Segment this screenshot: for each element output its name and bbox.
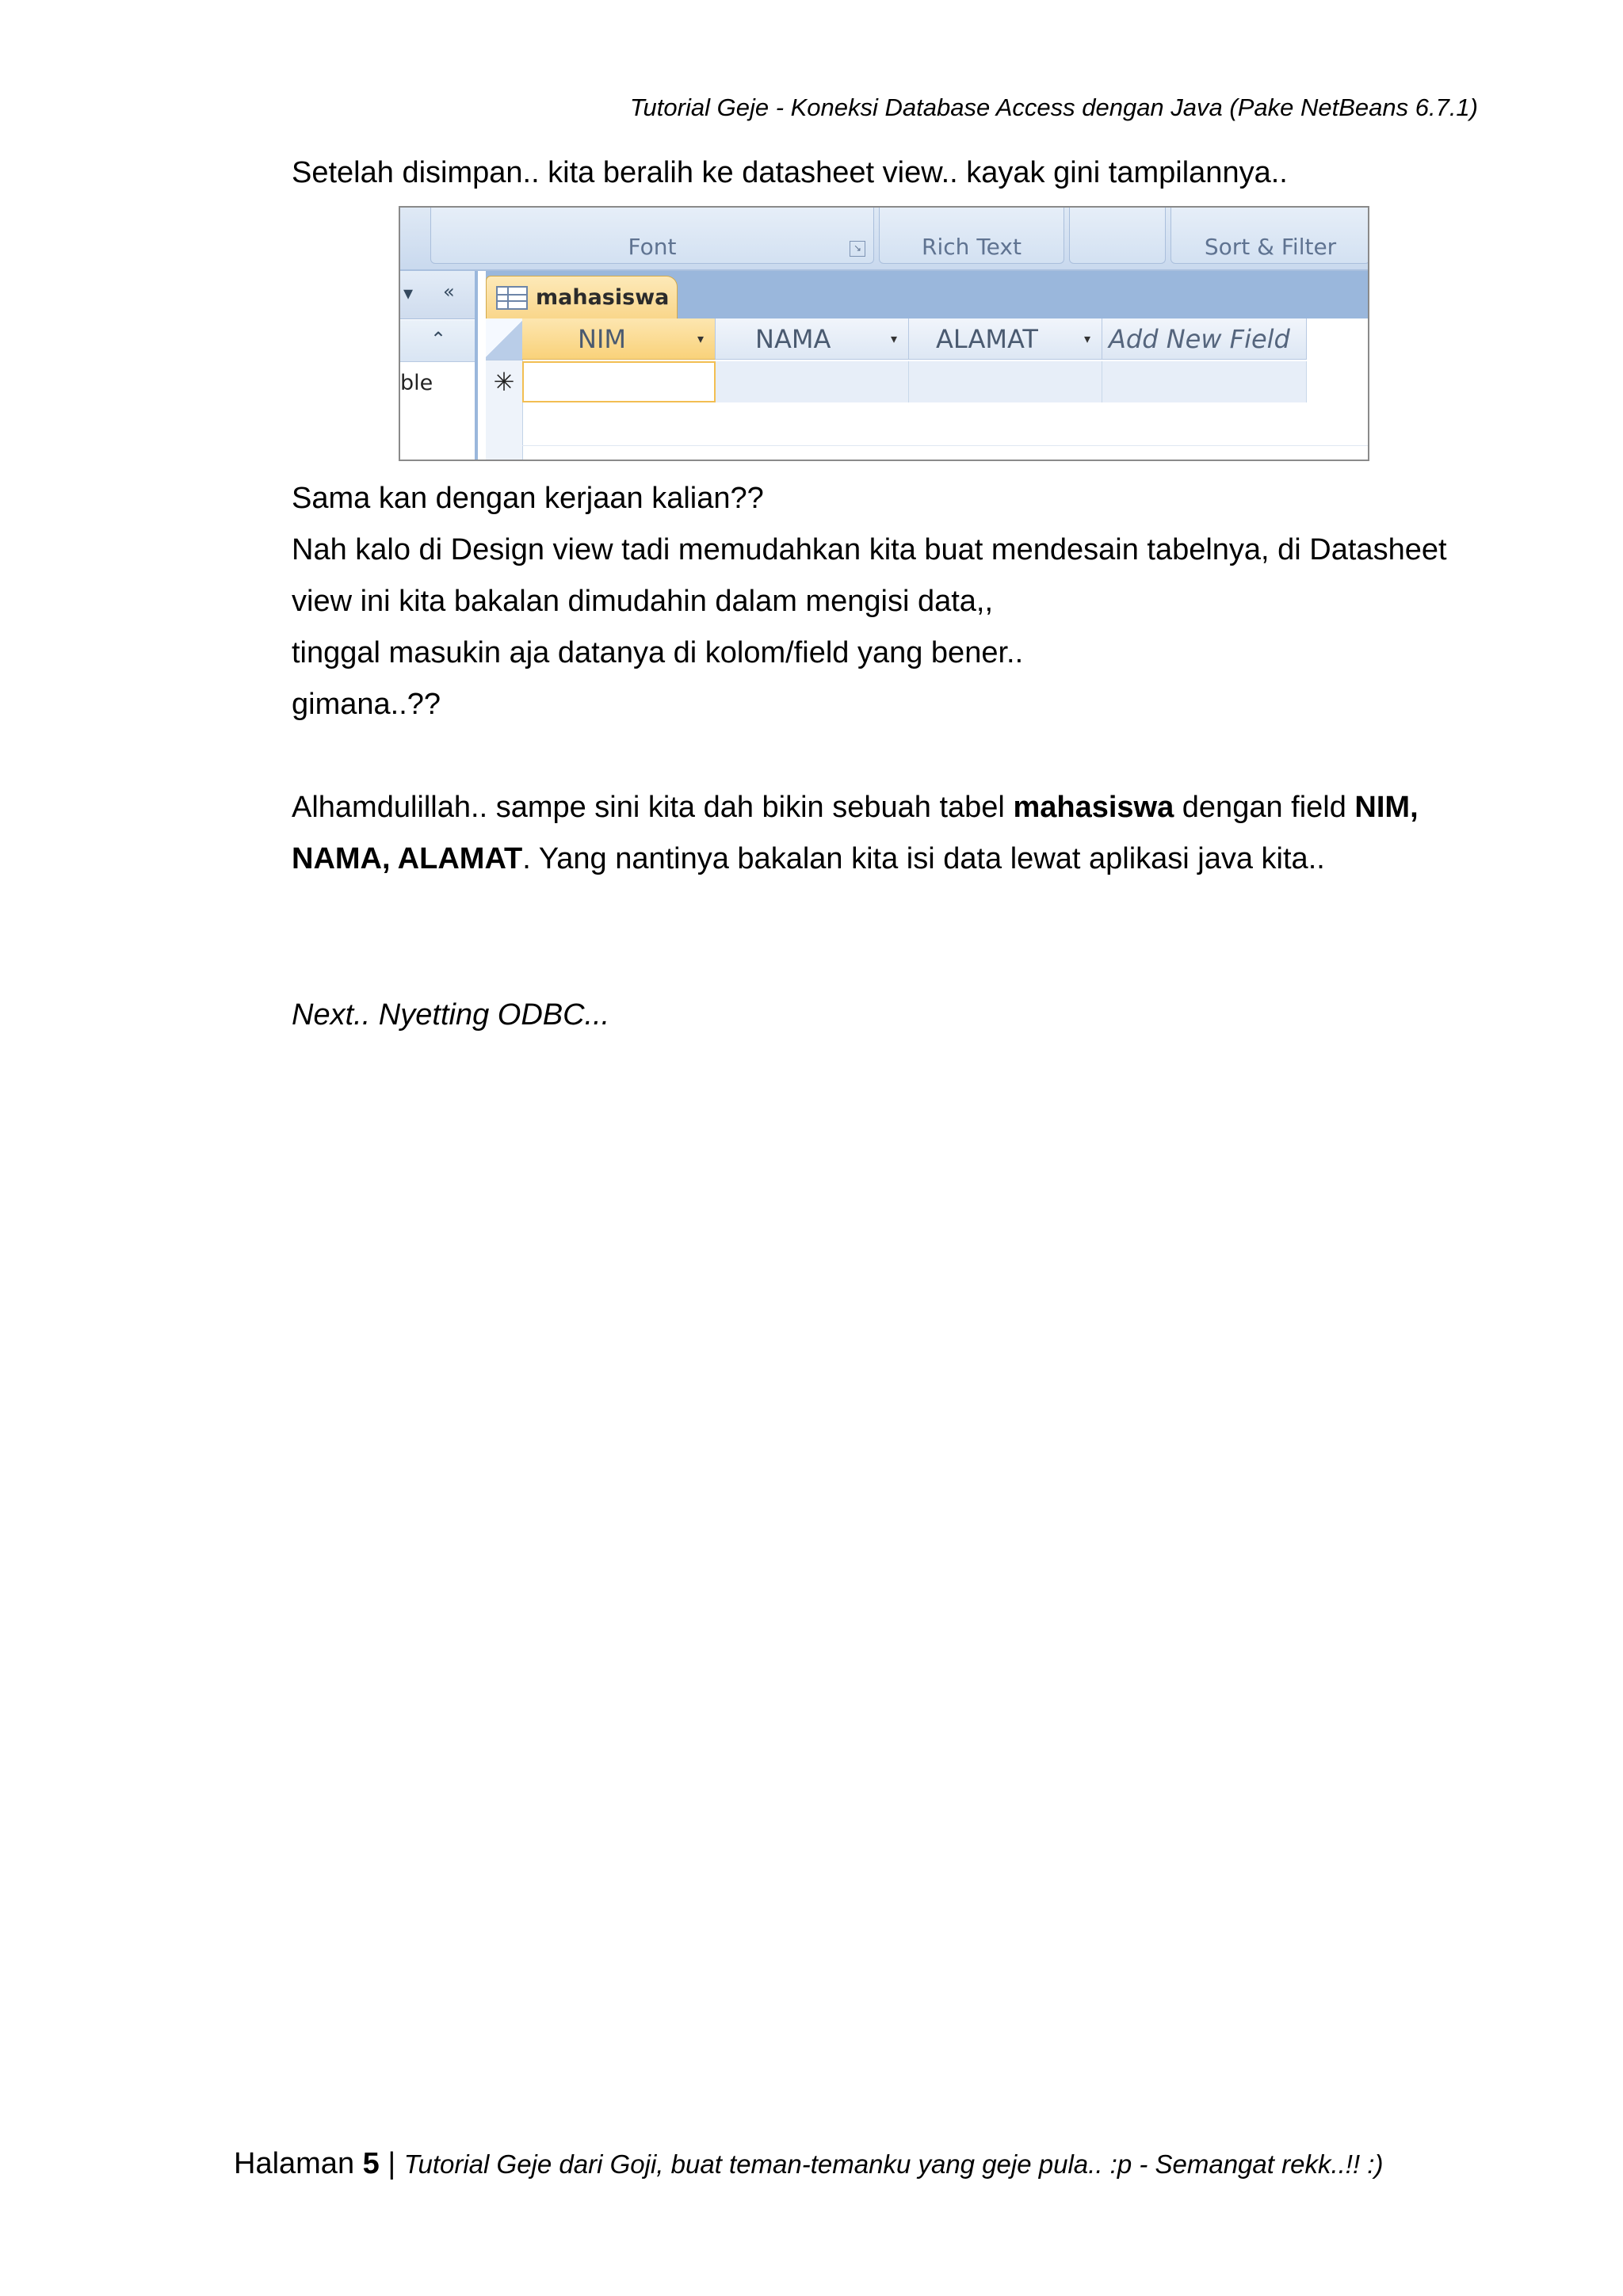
footer-separator: |	[379, 2147, 404, 2180]
footer-label: Halaman	[234, 2147, 363, 2180]
new-record-cell-nama[interactable]	[716, 361, 909, 402]
intro-paragraph: Setelah disimpan.. kita beralih ke datasheet view.. kayak gini tampilannya..	[292, 156, 1288, 189]
page-number: 5	[362, 2147, 380, 2180]
grid-line	[522, 445, 1368, 446]
dropdown-icon[interactable]: ▾	[403, 282, 414, 304]
column-header-add-new-field[interactable]	[1102, 318, 1307, 360]
new-record-cell-alamat[interactable]	[909, 361, 1102, 402]
ribbon-group-sort-filter	[1170, 208, 1369, 264]
new-record-icon: ✳	[493, 367, 515, 397]
paragraph-1: Sama kan dengan kerjaan kalian??	[292, 482, 764, 515]
paragraph-5: gimana..??	[292, 688, 441, 721]
next-section-teaser: Next.. Nyetting ODBC...	[292, 998, 610, 1032]
column-label: NIM	[578, 324, 626, 354]
footer-text: Tutorial Geje dari Goji, buat teman-temanku yang geje pula.. :p - Semangat rekk..!! :)	[403, 2149, 1384, 2179]
ribbon-group-rich-text	[879, 208, 1064, 264]
text-run: Alhamdulillah.. sampe sini kita dah bikin sebuah tabel	[292, 791, 1014, 824]
ribbon	[400, 208, 1368, 271]
ribbon-group-label: Rich Text	[922, 234, 1022, 260]
page-footer	[234, 2147, 1383, 2181]
navigation-item[interactable]: ble	[400, 371, 433, 395]
page-header: Tutorial Geje - Koneksi Database Access dengan Java (Pake NetBeans 6.7.1)	[629, 93, 1478, 121]
navigation-pane	[400, 271, 478, 460]
navigation-section-header	[400, 320, 475, 362]
ribbon-group-label: Font	[628, 234, 677, 260]
paragraph-4: tinggal masukin aja datanya di kolom/field yang bener..	[292, 636, 1024, 669]
column-header-nama[interactable]	[716, 318, 909, 360]
new-record-cell-nim[interactable]	[522, 361, 716, 402]
access-datasheet-screenshot	[399, 206, 1369, 461]
chevron-down-icon[interactable]: ▾	[697, 331, 704, 346]
paragraph-7	[292, 833, 1325, 885]
ribbon-group-label: Sort & Filter	[1204, 234, 1337, 260]
dialog-launcher-icon: ↘	[850, 241, 865, 257]
collapse-section-icon[interactable]: ⌃	[430, 328, 447, 350]
chevron-down-icon[interactable]: ▾	[890, 331, 897, 346]
record-selector-column	[486, 318, 523, 460]
paragraph-2: Nah kalo di Design view tadi memudahkan kita buat mendesain tabelnya, di Datasheet	[292, 533, 1447, 566]
tab-label: mahasiswa	[536, 285, 670, 310]
column-header-nim[interactable]	[522, 318, 716, 360]
text-run: . Yang nantinya bakalan kita isi data lewat aplikasi java kita..	[522, 842, 1325, 875]
paragraph-3: view ini kita bakalan dimudahin dalam mengisi data,,	[292, 585, 994, 618]
ribbon-group-font	[430, 208, 874, 264]
table-icon	[496, 286, 528, 310]
datasheet-grid	[486, 318, 1368, 460]
tab-mahasiswa[interactable]	[486, 276, 678, 319]
new-record-cell-add-new[interactable]	[1102, 361, 1307, 402]
column-label: ALAMAT	[936, 324, 1038, 354]
document-tab-bar	[486, 271, 1368, 318]
navigation-pane-header	[400, 271, 475, 319]
column-label: NAMA	[755, 324, 831, 354]
add-new-field-label: Add New Field	[1109, 324, 1290, 354]
collapse-pane-icon[interactable]: «	[443, 280, 455, 303]
column-header-alamat[interactable]	[909, 318, 1102, 360]
bold-field-name: NIM,	[1354, 791, 1419, 824]
chevron-down-icon[interactable]: ▾	[1083, 331, 1090, 346]
text-run: dengan field	[1174, 791, 1355, 824]
paragraph-6	[292, 782, 1419, 833]
ribbon-group-blank	[1069, 208, 1166, 264]
bold-field-names: NAMA, ALAMAT	[292, 842, 523, 875]
bold-table-name: mahasiswa	[1013, 791, 1174, 824]
select-all-corner[interactable]	[486, 318, 522, 360]
